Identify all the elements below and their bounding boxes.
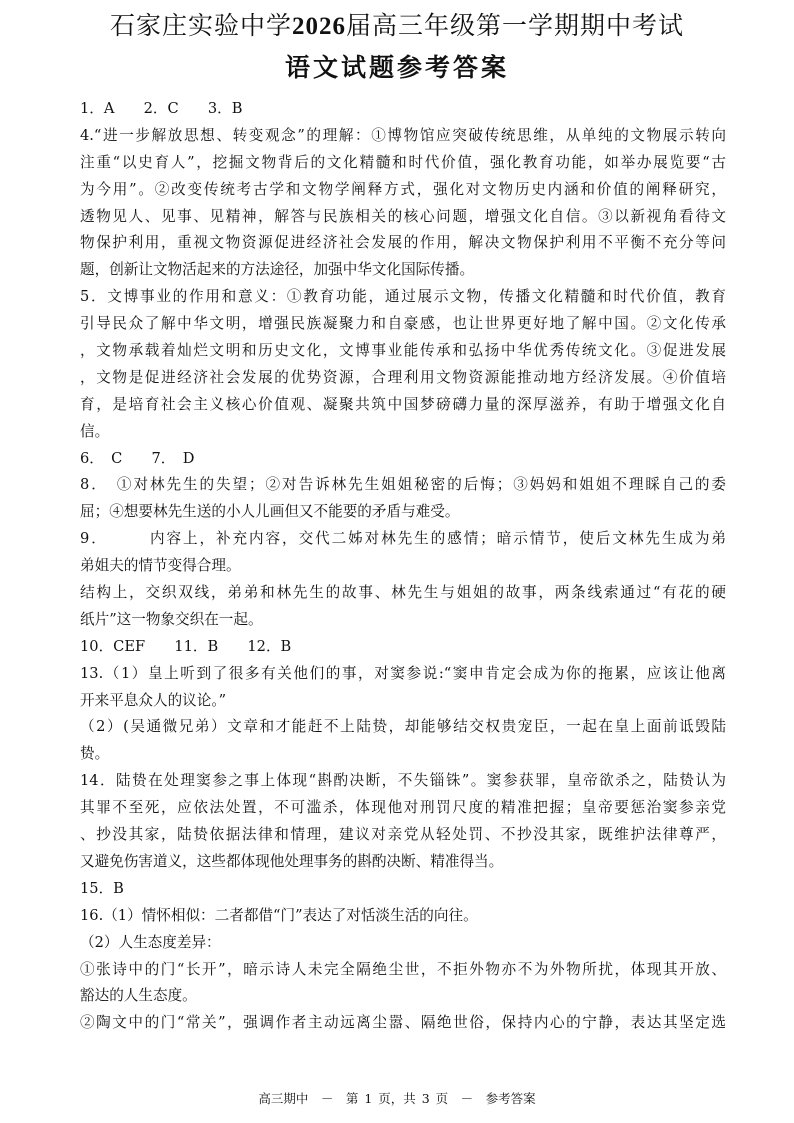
exam-name: 届高三年级第一学期期中考试 <box>346 11 685 40</box>
answer-line: 注重“以史育人”，挖掘文物背后的文化精髓和时代价值，强化教育功能，如举办展览要“古 <box>80 153 726 171</box>
answer-line: 开来平息众人的议论。” <box>80 691 227 709</box>
answer-line: ，文物是促进经济社会发展的优势资源，合理利用文物资源能推动地方经济发展。④价值培 <box>80 368 726 386</box>
answer-line: 弟姐夫的情节变得合理。 <box>80 557 241 575</box>
answer-line: 15．B <box>80 879 124 897</box>
answer-line: 9． 内容上，补充内容，交代二姊对林先生的感情；暗示情节，使后文林先生成为弟 <box>80 530 726 548</box>
answer-line: 4.“进一步解放思想、转变观念”的理解：①博物馆应突破传统思维，从单纯的文物展示转向 <box>80 126 726 144</box>
school-name: 石家庄实验中学 <box>109 11 292 40</box>
answer-line: 信。 <box>80 422 110 440</box>
answer-line: 又避免伤害道义，这些都体现他处理事务的斟酌决断、精准得当。 <box>80 852 504 870</box>
answer-line: 6． C 7． D <box>80 449 195 467</box>
exam-title <box>0 6 794 42</box>
answer-body <box>80 96 726 1037</box>
answer-line: 结构上，交织双线，弟弟和林先生的故事、林先生与姐姐的故事，两条线索通过“有花的硬 <box>80 584 726 602</box>
answer-line: 育，是培育社会主义核心价值观、凝聚共筑中国梦磅礴力量的深厚滋养，有助于增强文化自 <box>80 395 726 413</box>
answer-line: 透物见人、见事、见精神，解答与民族相关的核心问题，增强文化自信。③以新视角看待文 <box>80 207 726 225</box>
answer-line: 5．文博事业的作用和意义：①教育功能，通过展示文物，传播文化精髓和时代价值，教育 <box>80 288 726 306</box>
answer-line: 10．CEF 11．B 12．B <box>80 637 292 655</box>
answer-line: 、抄没其家，陆贽依据法律和情理，建议对亲党从轻处罚、不抄没其家，既维护法律尊严， <box>80 826 726 844</box>
answer-line: 纸片”这一物象交织在一起。 <box>80 610 263 628</box>
page-footer: 高三期中 － 第 1 页，共 3 页 － 参考答案 <box>258 1091 536 1106</box>
exam-year: 2026 <box>292 13 346 40</box>
answer-line: 1．A 2．C 3．B <box>80 100 243 117</box>
answer-line: ①张诗中的门“长开”，暗示诗人未完全隔绝尘世，不拒外物亦不为外物所扰，体现其开放、 <box>80 960 726 978</box>
answer-line: ，文物承载着灿烂文明和历史文化，文博事业能传承和弘扬中华优秀传统文化。③促进发展 <box>80 342 726 360</box>
document-subtitle: 语文试题参考答案 <box>284 53 509 82</box>
answer-line: 13.（1）皇上听到了很多有关他们的事，对窦参说:“窦申肯定会成为你的拖累，应该让他离 <box>80 664 726 682</box>
answer-line: （2）(吴通微兄弟）文章和才能赶不上陆贽，却能够结交权贵宠臣，一起在皇上面前诋毁陆 <box>80 718 726 736</box>
answer-line: 其罪不至死，应依法处置，不可滥杀，体现他对刑罚尺度的精准把握；皇帝要惩治窦参亲党 <box>80 799 726 817</box>
answer-line: 屈；④想要林先生送的小人儿画但又不能要的矛盾与难受。 <box>80 503 460 521</box>
answer-line: 题，创新让文物活起来的方法途径，加强中华文化国际传播。 <box>80 261 475 279</box>
answer-line: ②陶文中的门“常关”，强调作者主动远离尘嚣、隔绝世俗，保持内心的宁静，表达其坚定选 <box>80 1014 726 1032</box>
answer-line: 8． ①对林先生的失望；②对告诉林先生姐姐秘密的后悔；③妈妈和姐姐不理睬自己的委 <box>80 476 726 494</box>
answer-line: （2）人生态度差异： <box>80 933 221 951</box>
answer-line: 为今用”。②改变传统考古学和文物学阐释方式，强化对文物历史内涵和价值的阐释研究， <box>80 180 726 198</box>
answer-line: 豁达的人生态度。 <box>80 987 197 1005</box>
answer-line: 引导民众了解中华文明，增强民族凝聚力和自豪感，也让世界更好地了解中国。②文化传承 <box>80 315 726 333</box>
answer-line: 贽。 <box>80 745 110 763</box>
answer-line: 16.（1）情怀相似：二者都借“门”表达了对恬淡生活的向往。 <box>80 906 478 924</box>
answer-line: 物保护利用，重视文物资源促进经济社会发展的作用，解决文物保护利用不平衡不充分等问 <box>80 234 726 252</box>
answer-line: 14．陆贽在处理窦参之事上体现“斟酌决断，不失锱铢”。窦参获罪，皇帝欲杀之，陆贽认为 <box>80 772 726 790</box>
